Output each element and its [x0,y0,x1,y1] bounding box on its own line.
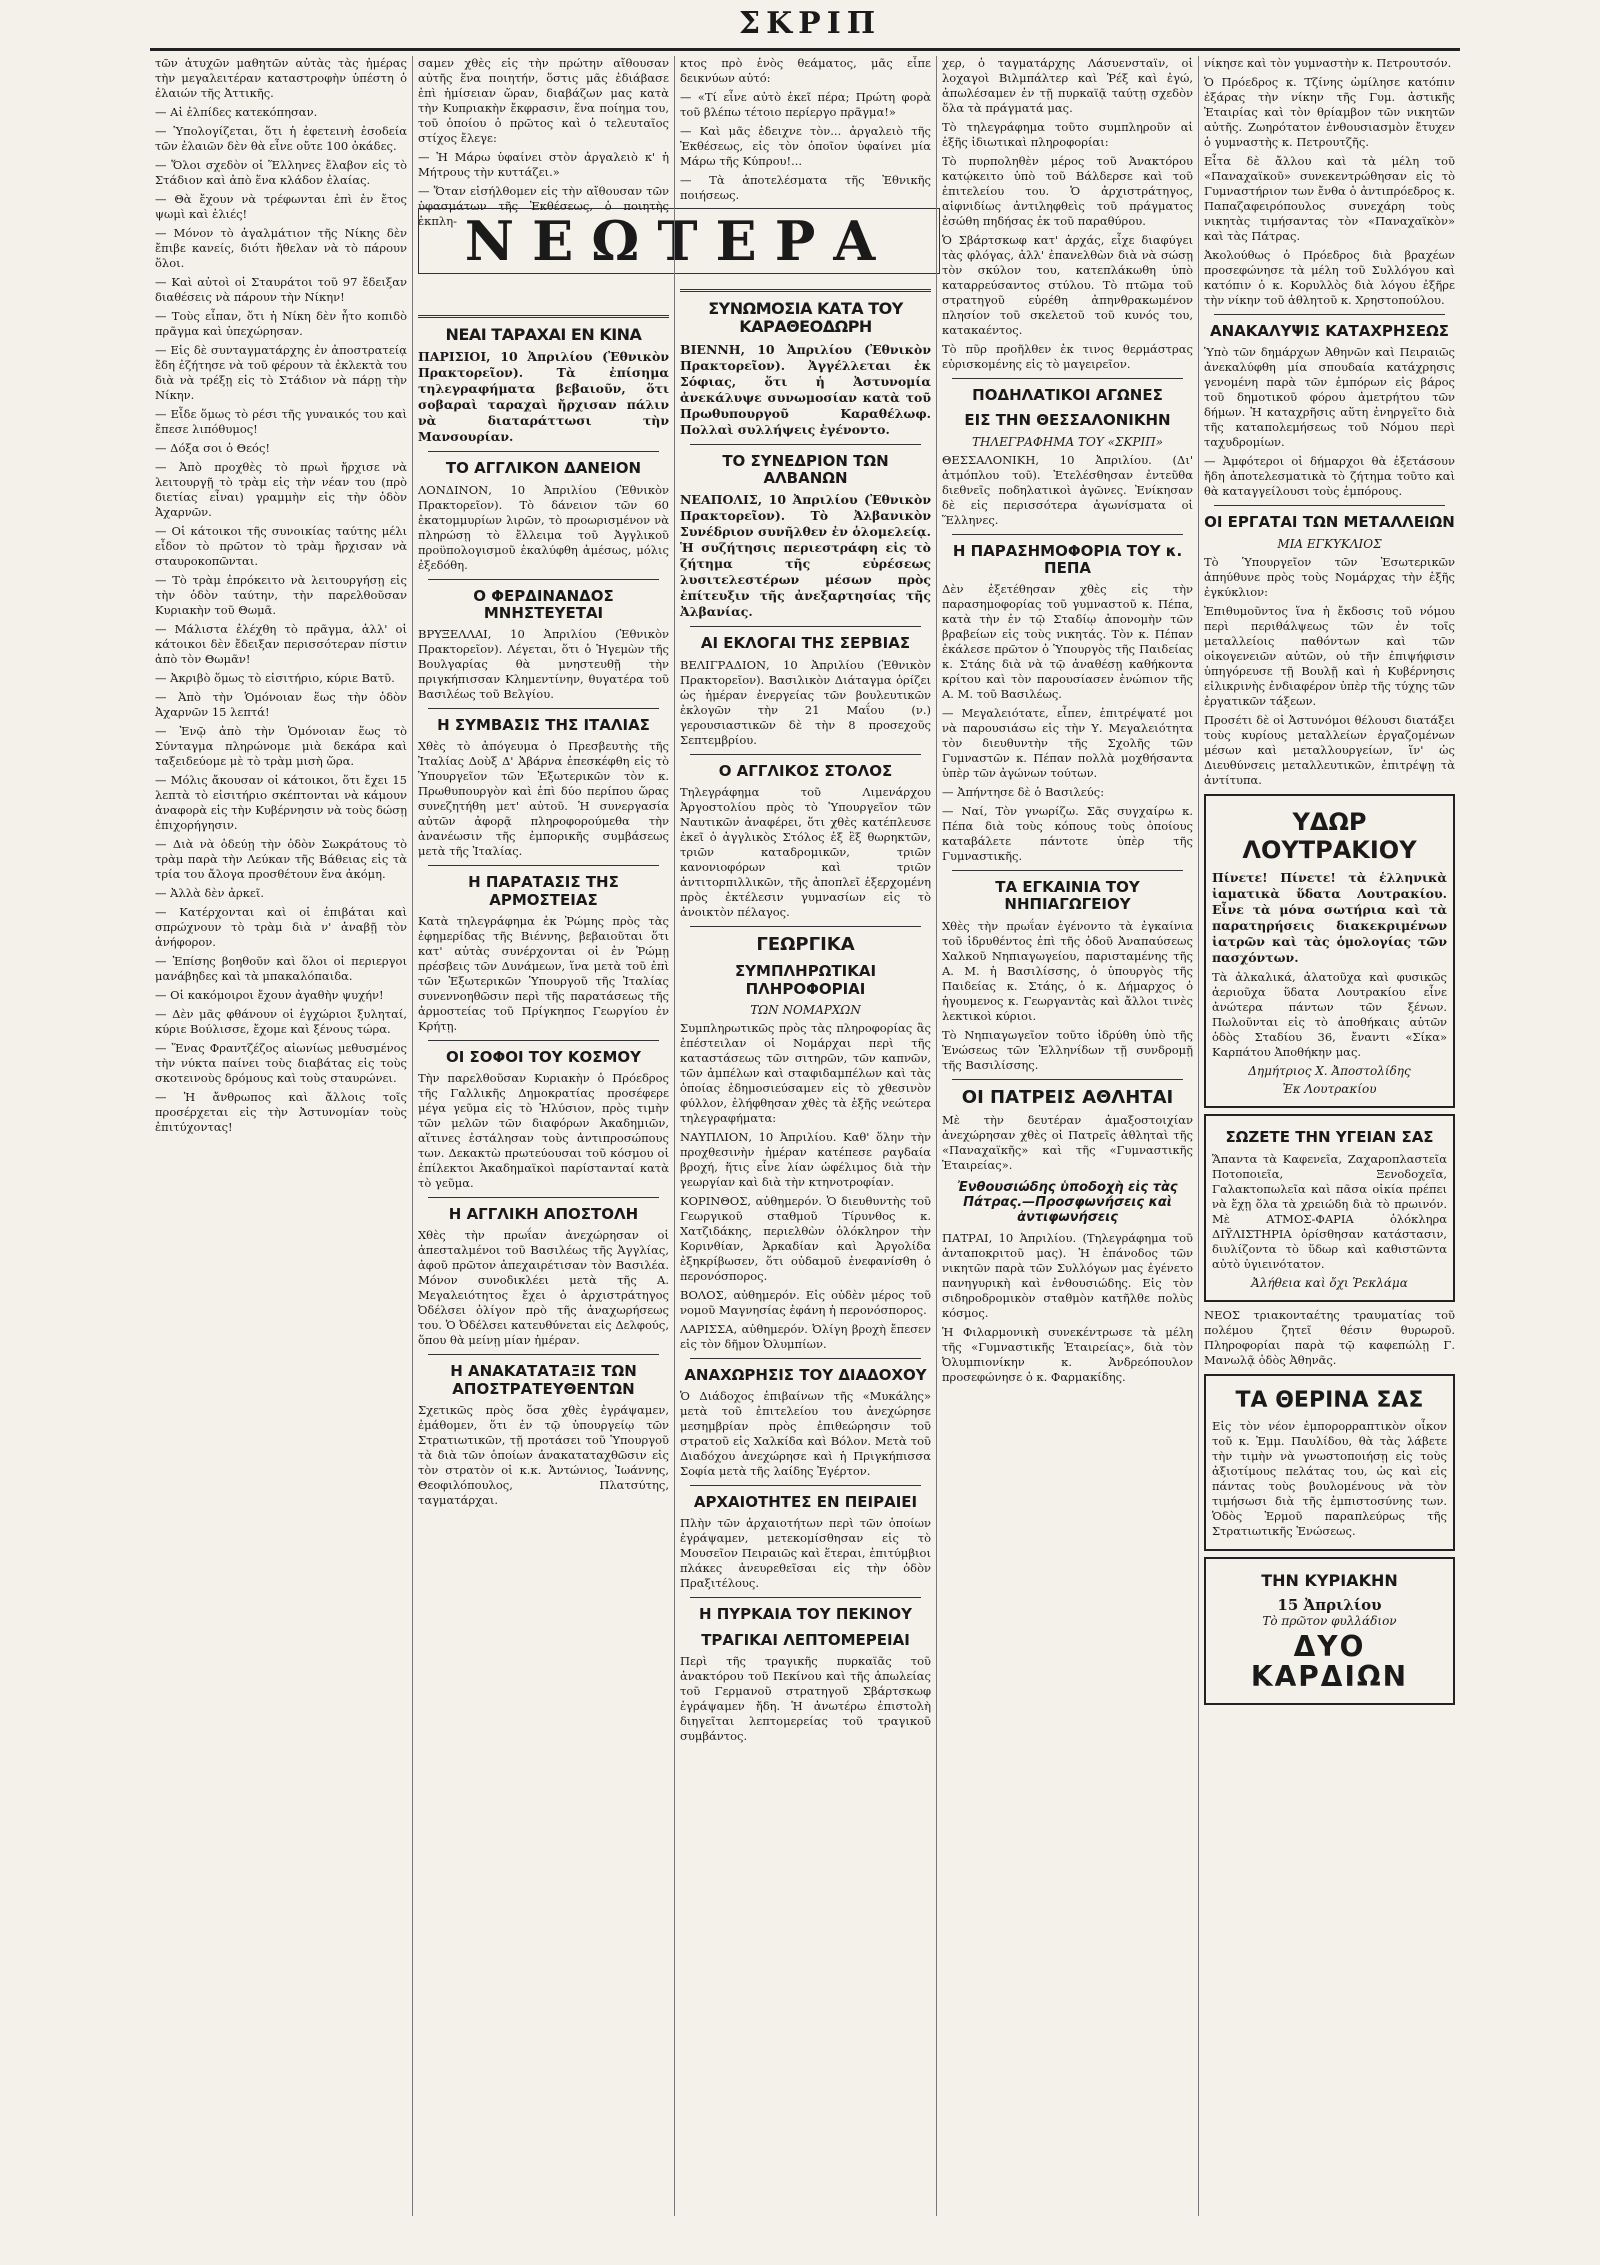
advertisement-novel [1204,1557,1455,1706]
article-text: Χθὲς τὸ ἀπόγευμα ὁ Πρεσβευτὴς τῆς Ἰταλίας Δοὺξ Δ' Ἀβάρνα ἐπεσκέφθη εἰς τὸ Ὑπουργεῖον τῶν Ἐξωτερικῶν τὸν κ. Πρωθυπουργὸν καὶ ἐπὶ δύο περίπου ὥρας συνεζητήθη μετ' αὐτοῦ. Ἡ συνεργασία αὐτῶν ἀφορᾷ πληροφορούμεθα τὴν ἀνανέωσιν τῆς ἐμπορικῆς συμβάσεως μετὰ τῆς Ἰταλίας. [418,739,669,859]
advertisement-loutraki [1204,794,1455,1108]
column-paragraph: — Ἀπὸ τὴν Ὁμόνοιαν ἕως τὴν ὁδὸν Ἀχαρνῶν 15 λεπτά! [155,690,407,719]
divider [952,1079,1183,1080]
article-text: ΚΟΡΙΝΘΟΣ, αὐθημερόν. Ὁ διευθυντὴς τοῦ Γεωργικοῦ σταθμοῦ Τίρυνθος κ. Χατζιδάκης, περιελθὼν ὁλόκληρον τὴν Κορινθίαν, Ἀρκαδίαν καὶ Ἀργολίδα ἐξηκρίβωσεν, ὅτι οὐδαμοῦ ἐνεφανίσθη ὁ περονόσπορος. [680,1193,931,1283]
column-paragraph: — Διὰ νὰ ὁδεύῃ τὴν ὁδὸν Σωκράτους τὸ τρὰμ παρὰ τὴν Λεύκαν τῆς Βάθειας εἰς τὰ τρία του ἄλογα προσθέτουν ἕνα ἀκόμη. [155,837,407,881]
ad-lead: Πίνετε! Πίνετε! τὰ ἑλληνικὰ ἰαματικὰ ὕδατα Λουτρακίου. Εἶνε τὰ μόνα σωτήρια καὶ τὰ παρατηρήσεις διακεκριμένων ἰατρῶν καὶ τὰς ὁμολογίας τῶν πασχόντων. [1212,869,1447,965]
headline-cycling: ΠΟΔΗΛΑΤΙΚΟΙ ΑΓΩΝΕΣ [972,386,1163,404]
column-paragraph: — Ἀλλὰ δὲν ἀρκεῖ. [155,886,265,900]
masthead: ΣΚΡΙΠ [738,6,882,41]
headline-conspiracy: ΣΥΝΩΜΟΣΙΑ ΚΑΤΑ ΤΟΥ ΚΑΡΑΘΕΟΔΩΡΗ [708,299,903,337]
classified-ad: ΝΕΟΣ τριακονταέτης τραυματίας τοῦ πολέμου ζητεῖ θέσιν θυρωροῦ. Πληροφορίαι παρὰ τῷ καφεπώλῃ Γ. Μανωλᾷ ὁδὸς Ἀθηνᾶς. [1204,1307,1455,1367]
columns [150,56,1460,2216]
article-text: Χθὲς τὴν πρωΐαν ἐγένοντο τὰ ἐγκαίνια τοῦ ἱδρυθέντος ἐπὶ τῆς ὁδοῦ Ἀναπαύσεως Χαλκοῦ Νηπιαγωγείου, παρισταμένης τῆς Α. Μ. ἡ Βασιλίσσης, ὁ ὑπουργὸς τῆς Παιδείας κ. Στάης, ὁ κ. Δήμαρχος ὁ ἡγουμενος κ. Γεωργαντὰς καὶ ἄλλοι τινὲς λεκτικοὶ κύριοι. [942,918,1193,1023]
ad-signature: Ἐκ Λουτρακίου [1282,1081,1377,1096]
headline-serbia: ΑΙ ΕΚΛΟΓΑΙ ΤΗΣ ΣΕΡΒΙΑΣ [700,634,911,653]
banner-spacer [680,207,931,281]
ad-title: ΥΔΩΡ ΛΟΥΤΡΑΚΙΟΥ [1242,807,1417,864]
column-paragraph: — Τὸ τρὰμ ἐπρόκειτο νὰ λειτουργήσῃ εἰς τὴν ὁδὸν ταύτην, τὴν παρελθοῦσαν Κυριακὴν τοῦ Θωμᾶ. [155,573,407,617]
column-paragraph: — Τὰ ἀποτελέσματα τῆς Ἐθνικῆς ποιήσεως. [680,173,931,202]
column-paragraph: — Ἐνῷ ἀπὸ τὴν Ὁμόνοιαν ἕως τὸ Σύνταγμα πληρώνομε μιὰ δεκάρα καὶ ταξειδεύομε μὲ τὸ τρὰμ μισὴ ὥρα. [155,724,407,768]
ad-novel-title: ΔΥΟ ΚΑΡΔΙΩΝ [1250,1629,1409,1694]
advertisement-health [1204,1114,1455,1302]
column-1 [150,56,412,2216]
column-paragraph: — Ἕνας Φραντζέζος αἰωνίως μεθυσμένος τὴν νύκτα παίνει τοὺς διαβάτας εἰς τοὺς σκοτεινοὺς δρόμους καὶ τοὺς σταυρώνει. [155,1041,407,1085]
column-paragraph: — Ἀπὸ προχθὲς τὸ πρωὶ ἤρχισε νὰ λειτουργῇ τὸ τρὰμ εἰς τὴν νέαν του (πρὸ διετίας εἶναι) γραμμὴν εἰς τὴν ὁδὸν Ἀχαρνῶν. [155,460,407,519]
subheadline: ΤΩΝ ΝΟΜΑΡΧΩΝ [750,1002,861,1017]
column-paragraph: Τὸ τηλεγράφημα τοῦτο συμπληροῦν αἱ ἑξῆς ἰδιωτικαὶ πληροφορίαι: [942,120,1193,149]
article-text: Πλὴν τῶν ἀρχαιοτήτων περὶ τῶν ὁποίων ἐγράψαμεν, μετεκομίσθησαν εἰς τὸ Μουσεῖον Πειραιῶς καὶ ἕτεραι, ἐπιτύμβιοι πλάκες ἀνευρεθεῖσαι εἰς τὴν ὁδὸν Πραξιτέλους. [680,1516,931,1591]
headline-antiquities: ΑΡΧΑΙΟΤΗΤΕΣ ΕΝ ΠΕΙΡΑΙΕΙ [693,1493,918,1512]
column-paragraph: — Ὅλοι σχεδὸν οἱ Ἕλληνες ἔλαβον εἰς τὸ Στάδιον καὶ ἀπὸ ἕνα κλάδον ἐλαίας. [155,158,407,187]
article-text: ΛΟΝΔΙΝΟΝ, 10 Ἀπριλίου (Ἐθνικὸν Πρακτορεῖον). Τὸ δάνειον τῶν 60 ἑκατομμυρίων λιρῶν, τὸ προωρισμένον νὰ πληρώσῃ τὸ ἔλλειμα τοῦ Ἀγγλικοῦ προϋπολογισμοῦ ἐκαλύφθη ἀμέσως, μόλις ἐξεδόθη. [418,482,669,572]
column-paragraph: χερ, ὁ ταγματάρχης Λάσυενσταϊν, οἱ λοχαγοὶ Βιλμπάλτερ καὶ Ῥέξ καὶ ἐγώ, ἀπωλέσαμεν ἐν τῇ πυρκαϊᾷ ταύτῃ σχεδὸν ὅλα τὰ πράγματά μας. [942,56,1193,115]
headline-loan: ΤΟ ΑΓΓΛΙΚΟΝ ΔΑΝΕΙΟΝ [445,459,642,478]
column-paragraph: — Εἶδε ὅμως τὸ ρέσι τῆς γυναικός του καὶ ἔπεσε λιπόθυμος! [155,407,407,436]
article-text: ΒΕΛΙΓΡΑΔΙΟΝ, 10 Ἀπριλίου (Ἐθνικὸν Πρακτορεῖον). Βασιλικὸν Διάταγμα ὁρίζει ὡς ἡμέραν ἐνεργείας τῶν βουλευτικῶν ἐκλογῶν τὴν 21 Μαΐου (ν.) γερουσιαστικῶν δὲ τὴν 8 προσεχοῦς Σεπτεμβρίου. [680,657,931,747]
column-paragraph: — Μόλις ἄκουσαν οἱ κάτοικοι, ὅτι ἔχει 15 λεπτὰ τὸ εἰσιτήριο σκέπτονται νὰ κάμουν ἀναφορὰ εἰς τὴν Κυβέρνησιν νὰ τοὺς δώσῃ ἐπιχορήγησιν. [155,773,407,832]
subheadline: ΣΥΜΠΛΗΡΩΤΙΚΑΙ ΠΛΗΡΟΦΟΡΙΑΙ [734,962,877,998]
article-text: ΒΡΥΞΕΛΛΑΙ, 10 Ἀπριλίου (Ἐθνικὸν Πρακτορεῖον). Λέγεται, ὅτι ὁ Ἡγεμὼν τῆς Βουλγαρίας θὰ μνηστευθῇ τὴν πριγκήπισσαν Κλημεντίνην, θυγατέρα τοῦ Βασιλέως τοῦ Βελγίου. [418,627,669,702]
divider [952,534,1183,535]
article-text: Συμπληρωτικῶς πρὸς τὰς πληροφορίας ἃς ἐπέστειλαν οἱ Νομάρχαι περὶ τῆς καταστάσεως τῶν σιτηρῶν, τῶν καπνῶν, τῶν ἀμπέλων καὶ σταφιδαμπέλων καὶ τὰς ὁποίας ἐδημοσιεύσαμεν εἰς τὸ χθεσινὸν φύλλον, ἐλήφθησαν χθὲς τὰ ἑξῆς νεώτερα τηλεγραφήματα: [680,1020,931,1125]
column-2 [412,56,674,2216]
subheadline: Ἐνθουσιώδης ὑποδοχὴ εἰς τὰς Πάτρας.—Προσφωνήσεις καὶ ἀντιφωνήσεις [957,1180,1178,1226]
divider [428,579,659,580]
column-paragraph: — Ἀκριβὸ ὅμως τὸ εἰσιτήριο, κύριε Βατῦ. [155,671,395,685]
column-paragraph: — Δόξα σοι ὁ Θεός! [155,441,271,455]
article-text: Τὴν παρελθοῦσαν Κυριακὴν ὁ Πρόεδρος τῆς Γαλλικῆς Δημοκρατίας προσέφερε μέγα γεῦμα εἰς τὸ Ἡλύσιον, πρὸς τιμὴν τῶν μελῶν τῶν διαφόρων Ἀκαδημιῶν, αἵτινες ἐστάλησαν τοὺς ἀντιπροσώπους των. Δεκακτὼ πρωτεύουσαι τοῦ κόσμου οἱ ἐπίλεκτοι Ἀκαδημαϊκοὶ παρίστανταί κατὰ τὸ γεῦμα. [418,1071,669,1191]
column-paragraph: Τὸ πῦρ προῆλθεν ἐκ τινος θερμάστρας εὑρισκομένης εἰς τὸ μαγειρεῖον. [942,342,1193,371]
column-paragraph: — Ἡ Μάρω ὑφαίνει στὸν ἀργαλειὸ κ' ἡ Μήτρους τὴν κυττάζει.» [418,150,669,179]
article-text: Ὑπὸ τῶν δημάρχων Ἀθηνῶν καὶ Πειραιῶς ἀνεκαλύφθη μία σπουδαία κατάχρησις γενομένη παρὰ τῶν ἐμπόρων εἰς βάρος τοῦ δημοτικοῦ φόρου ἀμετρήτου τῶν δήμων. Ἡ καταχρῆσις αὕτη ἐνηργεῖτο διὰ τῆς καταπολεμήσεως τοῦ Νόμου περὶ ταχυδρομίων. [1204,345,1455,450]
divider [428,708,659,709]
ad-text: Τὰ ἀλκαλικά, ἀλατοῦχα καὶ φυσικῶς ἀεριοῦχα ὕδατα Λουτρακίου εἶνε ἀνώτερα πάντων τῶν ξένων. Πωλοῦνται εἰς τὸ ἀποθήκαις αὐτῶν ὁδὸς Σταδίου 36, ἔναντι «Σίκα» Καρπάτου Ἀποθήκην μας. [1212,969,1447,1059]
neotera-banner: ΝΕΩΤΕΡΑ [418,208,940,274]
article-text: Κατὰ τηλεγράφημα ἐκ Ῥώμης πρὸς τὰς ἐφημερίδας τῆς Βιέννης, βεβαιοῦται ὅτι κατ' αὐτὰς συνέρχονται οἱ ἐν Ῥώμῃ πρέσβεις τῶν Δυνάμεων, ἵνα μετὰ τοῦ ἐπὶ τῶν Ἐξωτερικῶν Ὑπουργοῦ τῆς Ἰταλίας συνεννοηθῶσιν περὶ τῆς παρατάσεως τῆς ἁρμοστείας τοῦ Πρίγκηπος Γεωργίου ἐν Κρήτῃ. [418,913,669,1033]
subheadline: ΤΗΛΕΓΡΑΦΗΜΑ ΤΟΥ «ΣΚΡΙΠ» [971,434,1164,449]
subheadline: ΕΙΣ ΤΗΝ ΘΕΣΣΑΛΟΝΙΚΗΝ [964,411,1171,430]
headline-kindergarten: ΤΑ ΕΓΚΑΙΝΙΑ ΤΟΥ ΝΗΠΙΑΓΩΓΕΙΟΥ [995,878,1140,914]
column-paragraph: — Ὑπολογίζεται, ὅτι ἡ ἐφετεινὴ ἐσοδεία τῶν ἐλαιῶν δὲν θὰ εἶνε οὔτε 100 ὀκάδες. [155,124,407,153]
divider [952,378,1183,379]
column-paragraph: Ὁ Πρόεδρος κ. Τζίνης ὡμίλησε κατόπιν ἐξάρας τὴν νίκην τῆς Γυμ. ἀστικῆς Ἑταιρίας καὶ τὸν θρίαμβον τῶν νικητῶν αὐτῆς. Ζωηρότατον ἐνθουσιασμὸν ἔτυχεν ὁ γυμναστὴς κ. Πετρουτζῆς. [1204,75,1455,149]
column-paragraph: κτος πρὸ ἑνὸς θεάματος, μᾶς εἶπε δεικνύων αὐτό: [680,56,931,85]
divider [690,444,921,445]
article-text: Προσέτι δὲ οἱ Ἀστυνόμοι θέλουσι διατάξει τοὺς κυρίους μεταλλείων ἐργαζομένων μέσων καὶ μεταλλουργείων, ἵν' ὡς Διευθύνσεις μεταλλευτικῶν, ἐπιτρέψῃ τὰ ἀντίτυπα. [1204,712,1455,787]
divider [690,926,921,927]
headline-albanians: ΤΟ ΣΥΝΕΔΡΙΟΝ ΤΩΝ ΑΛΒΑΝΩΝ [722,451,889,488]
column-paragraph: — Τοὺς εἶπαν, ὅτι ἡ Νίκη δὲν ἦτο κοπιδὸ πρᾶγμα καὶ ὑπεχώρησαν. [155,309,407,338]
column-4 [936,56,1198,2216]
column-5 [1198,56,1460,2216]
article-text: ΝΑΥΠΛΙΟΝ, 10 Ἀπριλίου. Καθ' ὅλην τὴν προχθεσινὴν ἡμέραν κατέπεσε ραγδαία βροχή, ἥτις εἶνε λίαν ὠφέλιμος διὰ τὴν γεωργίαν καὶ διὰ τὴν κτηνοτροφίαν. [680,1129,931,1189]
headline-abuse: ΑΝΑΚΑΛΥΨΙΣ ΚΑΤΑΧΡΗΣΕΩΣ [1210,322,1449,340]
article-text: Μὲ τὴν δευτέραν ἀμαξοστοιχίαν ἀνεχώρησαν χθὲς οἱ Πατρεῖς ἀθληταὶ τῆς «Παναχαϊκῆς» καὶ τῆς «Γυμναστικῆς Ἑταιρείας». [942,1113,1193,1173]
divider [690,1485,921,1486]
article-text: Τὸ Ὑπουργεῖον τῶν Ἐσωτερικῶν ἀπηύθυνε πρὸς τοὺς Νομάρχας τὴν ἑξῆς ἐγκύκλιον: [1204,554,1455,599]
article-text: Ὁ Διάδοχος ἐπιβαίνων τῆς «Μυκάλης» μετὰ τοῦ ἐπιτελείου του ἀνεχώρησε μεσημβρίαν πρὸς ἐπιθεώρησιν τοῦ στρατοῦ εἰς Χαλκίδα καὶ Βόλον. Μετὰ τοῦ Διαδόχου ἀνεχώρησε καὶ ἡ Πριγκήπισσα Σοφία μετὰ τῆς λαίδης Ἐγέρτον. [680,1389,931,1479]
column-paragraph: — Μόνον τὸ ἀγαλμάτιον τῆς Νίκης δὲν ἔπιβε κανείς, διότι ἤθελαν νὰ τὸ πάρουν ὅλοι. [155,226,407,270]
headline-fleet: Ο ΑΓΓΛΙΚΟΣ ΣΤΟΛΟΣ [718,761,893,780]
article-text: Τὸ Νηπιαγωγεῖον τοῦτο ἱδρύθη ὑπὸ τῆς Ἑνώσεως τῶν Ἑλληνίδων τῇ συνδρομῇ τῆς Βασιλίσσης. [942,1027,1193,1072]
column-paragraph: — Μάλιστα ἐλέχθη τὸ πρᾶγμα, ἀλλ' οἱ κάτοικοι δὲν ἔδειξαν περισσότεραν πίστιν ἀπὸ τὸν Θωμᾶν! [155,622,407,666]
column-paragraph: τῶν ἀτυχῶν μαθητῶν αὐτὰς τὰς ἡμέρας τὴν μεγαλειτέραν καταστροφὴν ὑπέστη ὁ ἐλαιών τῆς Ἀττικῆς. [155,56,407,100]
article-text: Σχετικῶς πρὸς ὅσα χθὲς ἐγράψαμεν, ἐμάθομεν, ὅτι ἐν τῷ ὑπουργείῳ τῶν Στρατιωτικῶν, τῇ προτάσει τοῦ Ὑπουργοῦ τὰ διὰ τῶν ὁποίων ἀνακαταταχθῶσιν εἰς τὸν στρατὸν οἱ κ.κ. Ἀντώνιος, Ἰωάννης, Θεοφιλόπουλος, Πλατσύτης, ταγματάρχαι. [418,1402,669,1507]
article-text: Χθὲς τὴν πρωΐαν ἀνεχώρησαν οἱ ἀπεσταλμένοι τοῦ Βασιλέως τῆς Ἀγγλίας, ἀφοῦ πρῶτον ἀπεχαιρέτισαν τὸν Βασιλέα. Μόνον συνοδικλέει μετὰ τῆς Α. Μεγαλειότητος ἔχει ὁ ἀρχιστράτηγος Ὀδέλσει ὀλίγον πρὸ τῆς ἀναχωρήσεως του. Ὁ Ὀδέλσει κατευθύνεται εἰς Δελφούς, ὅπου θὰ μείνῃ μίαν ἡμέραν. [418,1228,669,1348]
column-paragraph: — Δὲν μᾶς φθάνουν οἱ ἐγχώριοι ξυληταί, κύριε Βούλισσε, ἔχομε καὶ ξένους τώρα. [155,1007,407,1036]
ad-subtitle: Τὸ πρῶτον φυλλάδιον [1262,1613,1397,1628]
column-paragraph: — Αἱ ἐλπίδες κατεκόπησαν. [155,105,318,119]
divider [1214,505,1445,506]
column-paragraph: Ὁ Σβάρτσκωφ κατ' ἀρχάς, εἶχε διαφύγει τὰς φλόγας, ἀλλ' ἐπανελθὼν διὰ νὰ σώσῃ τὸν σκύλον του, κατεπλάκωθη ὑπὸ καταρρεύσαντος στύλου. Τὸ πτῶμα τοῦ στρατηγοῦ εὑρέθη ἀπηνθρακωμένον πλησίον τοῦ σκελετοῦ τοῦ κυνός του, κατακαέντος. [942,233,1193,337]
divider [952,870,1183,871]
headline-pepa: Η ΠΑΡΑΣΗΜΟΦΟΡΙΑ ΤΟΥ κ. ΠΕΠΑ [952,541,1183,577]
headline-english-mission: Η ΑΓΓΛΙΚΗ ΑΠΟΣΤΟΛΗ [448,1205,639,1224]
article-lead: ΠΑΡΙΣΙΟΙ, 10 Ἀπριλίου (Ἐθνικὸν Πρακτορεῖον). Τὰ ἐπίσημα τηλεγραφήματα βεβαιοῦν, ὅτι σοβαραὶ ταραχαὶ ἤρχισαν πάλιν νὰ διαταράττωσι τὴν Μανσουρίαν. [418,349,669,445]
column-paragraph: — «Τί εἶνε αὐτὸ ἐκεῖ πέρα; Πρώτη φορὰ τοῦ βλέπω τέτοιο περίεργο πρᾶγμα!» [680,90,931,119]
column-3 [674,56,936,2216]
article-text: — Ἀμφότεροι οἱ δήμαρχοι θὰ ἐξετάσουν ἤδη ἀποτελεσματικὰ τὸ ζήτημα τοῦτο καὶ θὰ καταγγείλουσι τοὺς ἐμπόρους. [1204,454,1455,499]
article-lead: ΝΕΑΠΟΛΙΣ, 10 Ἀπριλίου (Ἐθνικὸν Πρακτορεῖον). Τὸ Ἀλβανικὸν Συνέδριον συνῆλθεν ἐν ὁλομελείᾳ. Ἡ συζήτησις περιεστράφη εἰς τὸ ζήτημα τῆς εὑρέσεως λυσιτελεστέρων μέσων πρὸς ἐπίτευξιν τῆς ἀνεξαρτησίας τῆς Ἀλβανίας. [680,492,931,620]
ad-text: Ἅπαντα τὰ Καφενεῖα, Ζαχαροπλαστεῖα Ποτοποιεῖα, Ξενοδοχεῖα, Γαλακτοπωλεῖα καὶ πᾶσα οἰκία πρέπει νὰ ἔχῃ ὅλα τὰ χρειώδη διὰ τὸ πρωινόν. Μὲ ΑΤΜΟΣ-ΦΑΡΙΑ ὁλόκληρα ΔΙΫΛΙΣΤΗΡΙΑ ὁρίσθησαν κατάστασιν, διυλίζοντα τὸ ὕδωρ καὶ καθιστῶντα αὐτὸ ὑγιεινότατον. [1212,1151,1447,1271]
subheadline: ΜΙΑ ΕΓΚΥΚΛΙΟΣ [1277,536,1382,551]
column-paragraph: — Ἡ ἄνθρωπος καὶ ἄλλοις τοῖς προσέρχεται εἰς τὴν Ἀστυνομίαν τοὺς ἐπιτύχοντας! [155,1090,407,1134]
headline-patras-athletes: ΟΙ ΠΑΤΡΕΙΣ ΑΘΛΗΤΑΙ [961,1086,1174,1108]
divider [418,315,669,318]
article-lead: ΒΙΕΝΝΗ, 10 Ἀπριλίου (Ἐθνικὸν Πρακτορεῖον). Ἀγγέλλεται ἐκ Σόφιας, ὅτι ἡ Ἀστυνομία ἀνεκάλυψε συνωμοσίαν κατὰ τοῦ Πρωθυπουργοῦ Καραθέλωφ. Πολλαὶ συλλήψεις ἐγένοντο. [680,341,931,437]
divider [690,626,921,627]
column-paragraph: νίκησε καὶ τὸν γυμναστὴν κ. Πετρουτσόν. [1204,56,1452,70]
column-paragraph: Ἀκολούθως ὁ Πρόεδρος διὰ βραχέων προσεφώνησε τὰ μέλη τοῦ Συλλόγου καὶ κατόπιν ὁ κ. Κορυλλὸς διὰ λόγου ἐξῆρε τὴν νίκην τοῦ ἀθλητοῦ κ. Χρηστοπούλου. [1204,248,1455,307]
column-paragraph: — Ἐπίσης βοηθοῦν καὶ ὅλοι οἱ περιεργοι μανάβηδες καὶ τὰ μπακαλόπαιδα. [155,954,407,983]
divider [690,1597,921,1598]
divider [428,1354,659,1355]
subheadline: ΤΡΑΓΙΚΑΙ ΛΕΠΤΟΜΕΡΕΙΑΙ [701,1630,910,1649]
divider [428,451,659,452]
divider [690,1358,921,1359]
column-paragraph: σαμεν χθὲς εἰς τὴν πρώτην αἴθουσαν αὐτῆς ἕνα ποιητήν, ὅστις μᾶς ἐδιάβασε ἐπὶ ἡμίσειαν ὥραν, διαβάζων μας κατὰ τὴν Κυπριακὴν ἔκφρασιν, ἕνα ποίημα του, τοῦ ὁποίου ὁ πρῶτος καὶ ὁ τελευταῖος στίχος ἔλεγε: [418,56,669,145]
column-paragraph: Εἶτα δὲ ἄλλου καὶ τὰ μέλη τοῦ «Παναχαϊκοῦ» συνεκεντρώθησαν εἰς τὸ Γυμναστήριον των ἔνθα ὁ ἀντιπρόεδρος κ. Παπαζαφειρόπουλος συνεχάρη τοὺς νικητὰς τιμήσαντας τὸν «Παναχαϊκὸν» καὶ τὰς Πάτρας. [1204,154,1455,243]
headline-italy: Η ΣΥΜΒΑΣΙΣ ΤΗΣ ΙΤΑΛΙΑΣ [437,716,650,735]
headline-china: ΝΕΑΙ ΤΑΡΑΧΑΙ ΕΝ ΚΙΝΑ [445,325,642,344]
column-paragraph: — Οἱ κακόμοιροι ἔχουν ἀγαθὴν ψυχήν! [155,988,384,1002]
article-text: Δὲν ἐξετέθησαν χθὲς εἰς τὴν παρασημοφορίας τοῦ γυμναστοῦ κ. Πέπα, κατὰ τὴν ἐν τῷ Σταδίῳ ἀπονομὴν τῶν βραβείων εἰς τοὺς νικητάς. Τὸν κ. Πέπαν ἐκάλεσε πρῶτον ὁ Ὑπουργὸς τῆς Παιδείας κ. Στάης διὰ νὰ τῷ ἀναθέσῃ καθήκοντα κρίτου καὶ τὸν παρουσίασεν ἐνώπιον τῆς Α. Μ. τοῦ Βασιλέως. [942,582,1193,701]
column-paragraph: — Οἱ κάτοικοι τῆς συνοικίας ταύτης μέλι εἶδον τὸ πρῶτον τὸ τρὰμ ἤρχισαν νὰ σταυροκοπῶνται. [155,524,407,568]
article-text: Ἡ Φιλαρμονικὴ συνεκέντρωσε τὰ μέλη τῆς «Γυμναστικῆς Ἑταιρείας», διὰ τὸν Ὀλυμπιονίκην κ. Ἀνδρεόπουλον προσεφώνησε ὁ κ. Φαρμακίδης. [942,1325,1193,1384]
column-paragraph: — Κατέρχονται καὶ οἱ ἐπιβάται καὶ σπρώχνουν τὸ τρὰμ διὰ ν' ἀναβῇ τὸν ἀνήφορον. [155,905,407,949]
article-text: Ἐπιθυμοῦντος ἵνα ἡ ἔκδοσις τοῦ νόμου περὶ περιθάλψεως τῶν ἐν τοῖς μεταλλείοις παθόντων καὶ τῶν οἰκογενειῶν αὐτῶν, οὐ τῆν ἐπιψήφισιν ὑπηγόρευσε τῇ Βουλῇ καὶ ἡ Κυβέρνησις εἰλικρινὴς ἐνδιαφέρον ὑπὲρ τῆς τύχης τῶν ἐργατικῶν τάξεων. [1204,603,1455,708]
headline-departure: ΑΝΑΧΩΡΗΣΙΣ ΤΟΥ ΔΙΑΔΟΧΟΥ [684,1365,927,1384]
headline-miners: ΟΙ ΕΡΓΑΤΑΙ ΤΩΝ ΜΕΤΑΛΛΕΙΩΝ [1204,513,1455,532]
column-paragraph: Τὸ πυρποληθὲν μέρος τοῦ Ἀνακτόρου κατῴκειτο ὑπὸ τοῦ Βάλδερσε καὶ τοῦ ἐπιτελείου του. Ὁ ἀρχιστράτηγος, αἰφνιδίως ἀντιληφθεὶς τοῦ πράγματος ἐσώθη πηδήσας ἐκ τοῦ παραθύρου. [942,154,1193,228]
article-text: ΛΑΡΙΣΣΑ, αὐθημερόν. Ὀλίγη βροχὴ ἔπεσεν εἰς τὸν δῆμον Ὀλυμπίων. [680,1321,931,1351]
article-text: — Μεγαλειότατε, εἶπεν, ἐπιτρέψατέ μοι νὰ παρουσιάσω εἰς τὴν Υ. Μεγαλειότητα τὸν διευθυντὴν τῆς Σχολῆς τῶν Γυμναστῶν κ. Πέπαν πολλὰ μοχθήσαντα ὑπὲρ τῶν ἀγώνων τούτων. [942,706,1193,780]
divider [428,1040,659,1041]
headline-peking-fire: Η ΠΥΡΚΑΙΑ ΤΟΥ ΠΕΚΙΝΟΥ [698,1605,913,1624]
article-text: ΠΑΤΡΑΙ, 10 Ἀπριλίου. (Τηλεγράφημα τοῦ ἀνταποκριτοῦ μας). Ἡ ἐπάνοδος τῶν νικητῶν παρὰ τῶν Συλλόγων μας ἐγένετο πανηγυρικὴ καὶ ἐνθουσιώδης. Εἰς τὸν σιδηροδρομικὸν σταθμὸν κατῆλθε πολὺς κόσμος. [942,1231,1193,1320]
headline-anakatataxis: Η ΑΝΑΚΑΤΑΤΑΞΙΣ ΤΩΝ ΑΠΟΣΤΡΑΤΕΥΘΕΝΤΩΝ [450,1362,637,1398]
headline-harmosteia: Η ΠΑΡΑΤΑΣΙΣ ΤΗΣ ΑΡΜΟΣΤΕΙΑΣ [468,873,619,909]
ad-text: Εἰς τὸν νέον ἐμπορορραπτικὸν οἶκον τοῦ κ. Ἐμμ. Παυλίδου, θὰ τὰς λάβετε τὴν τιμὴν νὰ γνωστοποιήσῃ εἰς τοὺς ἀξιοτίμους πελάτας του, ὡς καὶ εἰς πάντας τοὺς βουλομένους νὰ τὸν τιμήσωσι διὰ τῆς ἐμπιστοσύνης των. Ὁδὸς Ἑρμοῦ παραπλεύρως τῆς Στρατιωτικῆς Ἑνώσεως. [1212,1418,1447,1538]
article-text: ΘΕΣΣΑΛΟΝΙΚΗ, 10 Ἀπριλίου. (Δι' ἀτμόπλου τοῦ). Ἐτελέσθησαν ἐντεῦθα διεθνεῖς ποδηλατικοὶ ἀγῶνες. Ἐνίκησαν δὲ εἰς περισσότερα ἀγωνίσματα οἱ Ἕλληνες. [942,452,1193,527]
ad-signature: Δημήτριος Χ. Ἀποστολίδης [1248,1063,1411,1078]
article-text: Τηλεγράφημα τοῦ Λιμενάρχου Ἀργοστολίου πρὸς τὸ Ὑπουργεῖον τῶν Ναυτικῶν ἀναφέρει, ὅτι χθὲς κατέπλευσε ἐκεῖ ὁ ἀγγλικὸς Στόλος ἐξ ἓξ θωρηκτῶν, τριῶν καταδρομικῶν, τριῶν κανονιοφόρων καὶ τριῶν ἀντιτορπιλλικῶν, τῆς ἀποπλεῖ ἐξερχομένη πρὸς ἐκτέλεσιν γυμνασίων εἰς τὸ ἀνοικτὸν πέλαγος. [680,784,931,919]
divider [690,754,921,755]
ad-title: ΤΑ ΘΕΡΙΝΑ ΣΑΣ [1235,1387,1424,1413]
ad-signature: Ἀλήθεια καὶ ὄχι Ῥεκλάμα [1251,1275,1408,1290]
ad-title: ΤΗΝ ΚΥΡΙΑΚΗΝ [1261,1570,1398,1590]
divider [680,289,931,292]
article-text: Περὶ τῆς τραγικῆς πυρκαϊᾶς τοῦ ἀνακτόρου τοῦ Πεκίνου καὶ τῆς ἀπωλείας τοῦ Γερμανοῦ στρατηγοῦ Σβάρτσκωφ ἐγράψαμεν ἤδη. Ἡ ἀνωτέρω ἐπιστολὴ διηγεῖται λεπτομερείας τοῦ τραγικοῦ συμβάντος. [680,1653,931,1743]
ad-date: 15 Ἀπριλίου [1277,1595,1382,1614]
column-paragraph: — Θὰ ἔχουν νὰ τρέφωνται ἐπὶ ἐν ἔτος ψωμὶ καὶ ἐλιές! [155,192,407,221]
column-paragraph: — Εἰς δὲ συνταγματάρχης ἐν ἀποστρατείᾳ ἔδη ἐζήτησε νὰ τοῦ φέρουν τὰ ἐκλεκτὰ του διὰ νὰ τρέξῃ εἰς τὸ Στάδιον νὰ πάρῃ τὴν Νίκην. [155,343,407,402]
ad-title: ΣΩΖΕΤΕ ΤΗΝ ΥΓΕΙΑΝ ΣΑΣ [1225,1127,1434,1146]
advertisement-summer [1204,1374,1455,1551]
headline-ferdinand: Ο ΦΕΡΔΙΝΑΝΔΟΣ ΜΝΗΣΤΕΥΕΤΑΙ [473,586,614,622]
article-text: ΒΟΛΟΣ, αὐθημερόν. Εἰς οὐδὲν μέρος τοῦ νομοῦ Μαγνησίας ἐφάνη ἡ περονόσπορος. [680,1287,931,1317]
article-text: — Ναί, Τὸν γνωρίζω. Σᾶς συγχαίρω κ. Πέπα διὰ τοὺς κόπους τοὺς ὁποίους καταβάλετε πάντοτε ὑπὲρ τῆς Γυμναστικῆς. [942,804,1193,863]
divider [428,1197,659,1198]
column-paragraph: — Καὶ αὐτοὶ οἱ Σταυράτοι τοῦ 97 ἔδειξαν διαθέσεις νὰ πάρουν τὴν Νίκην! [155,275,407,304]
column-paragraph: — Καὶ μᾶς ἐδειχνε τὸν... ἀργαλειὸ τῆς Ἐκθέσεως, εἰς τὸν ὁποῖον ὑφαίνει μία Μάρω τῆς Κύπρου!... [680,124,931,168]
divider [1214,314,1445,315]
headline-sofoi: ΟΙ ΣΟΦΟΙ ΤΟΥ ΚΟΣΜΟΥ [445,1047,642,1066]
article-text: — Ἀπήντησε δὲ ὁ Βασιλεύς: [942,785,1105,799]
divider [428,865,659,866]
column-paragraph: — Ὅταν εἰσήλθομεν εἰς τὴν αἴθουσαν τῶν ὑφασμάτων τῆς Ἐκθέσεως, ὁ ποιητὴς ἐκπλη- [418,184,669,228]
banner-spacer [418,233,669,307]
headline-georgika: ΓΕΩΡΓΙΚΑ [756,933,855,955]
